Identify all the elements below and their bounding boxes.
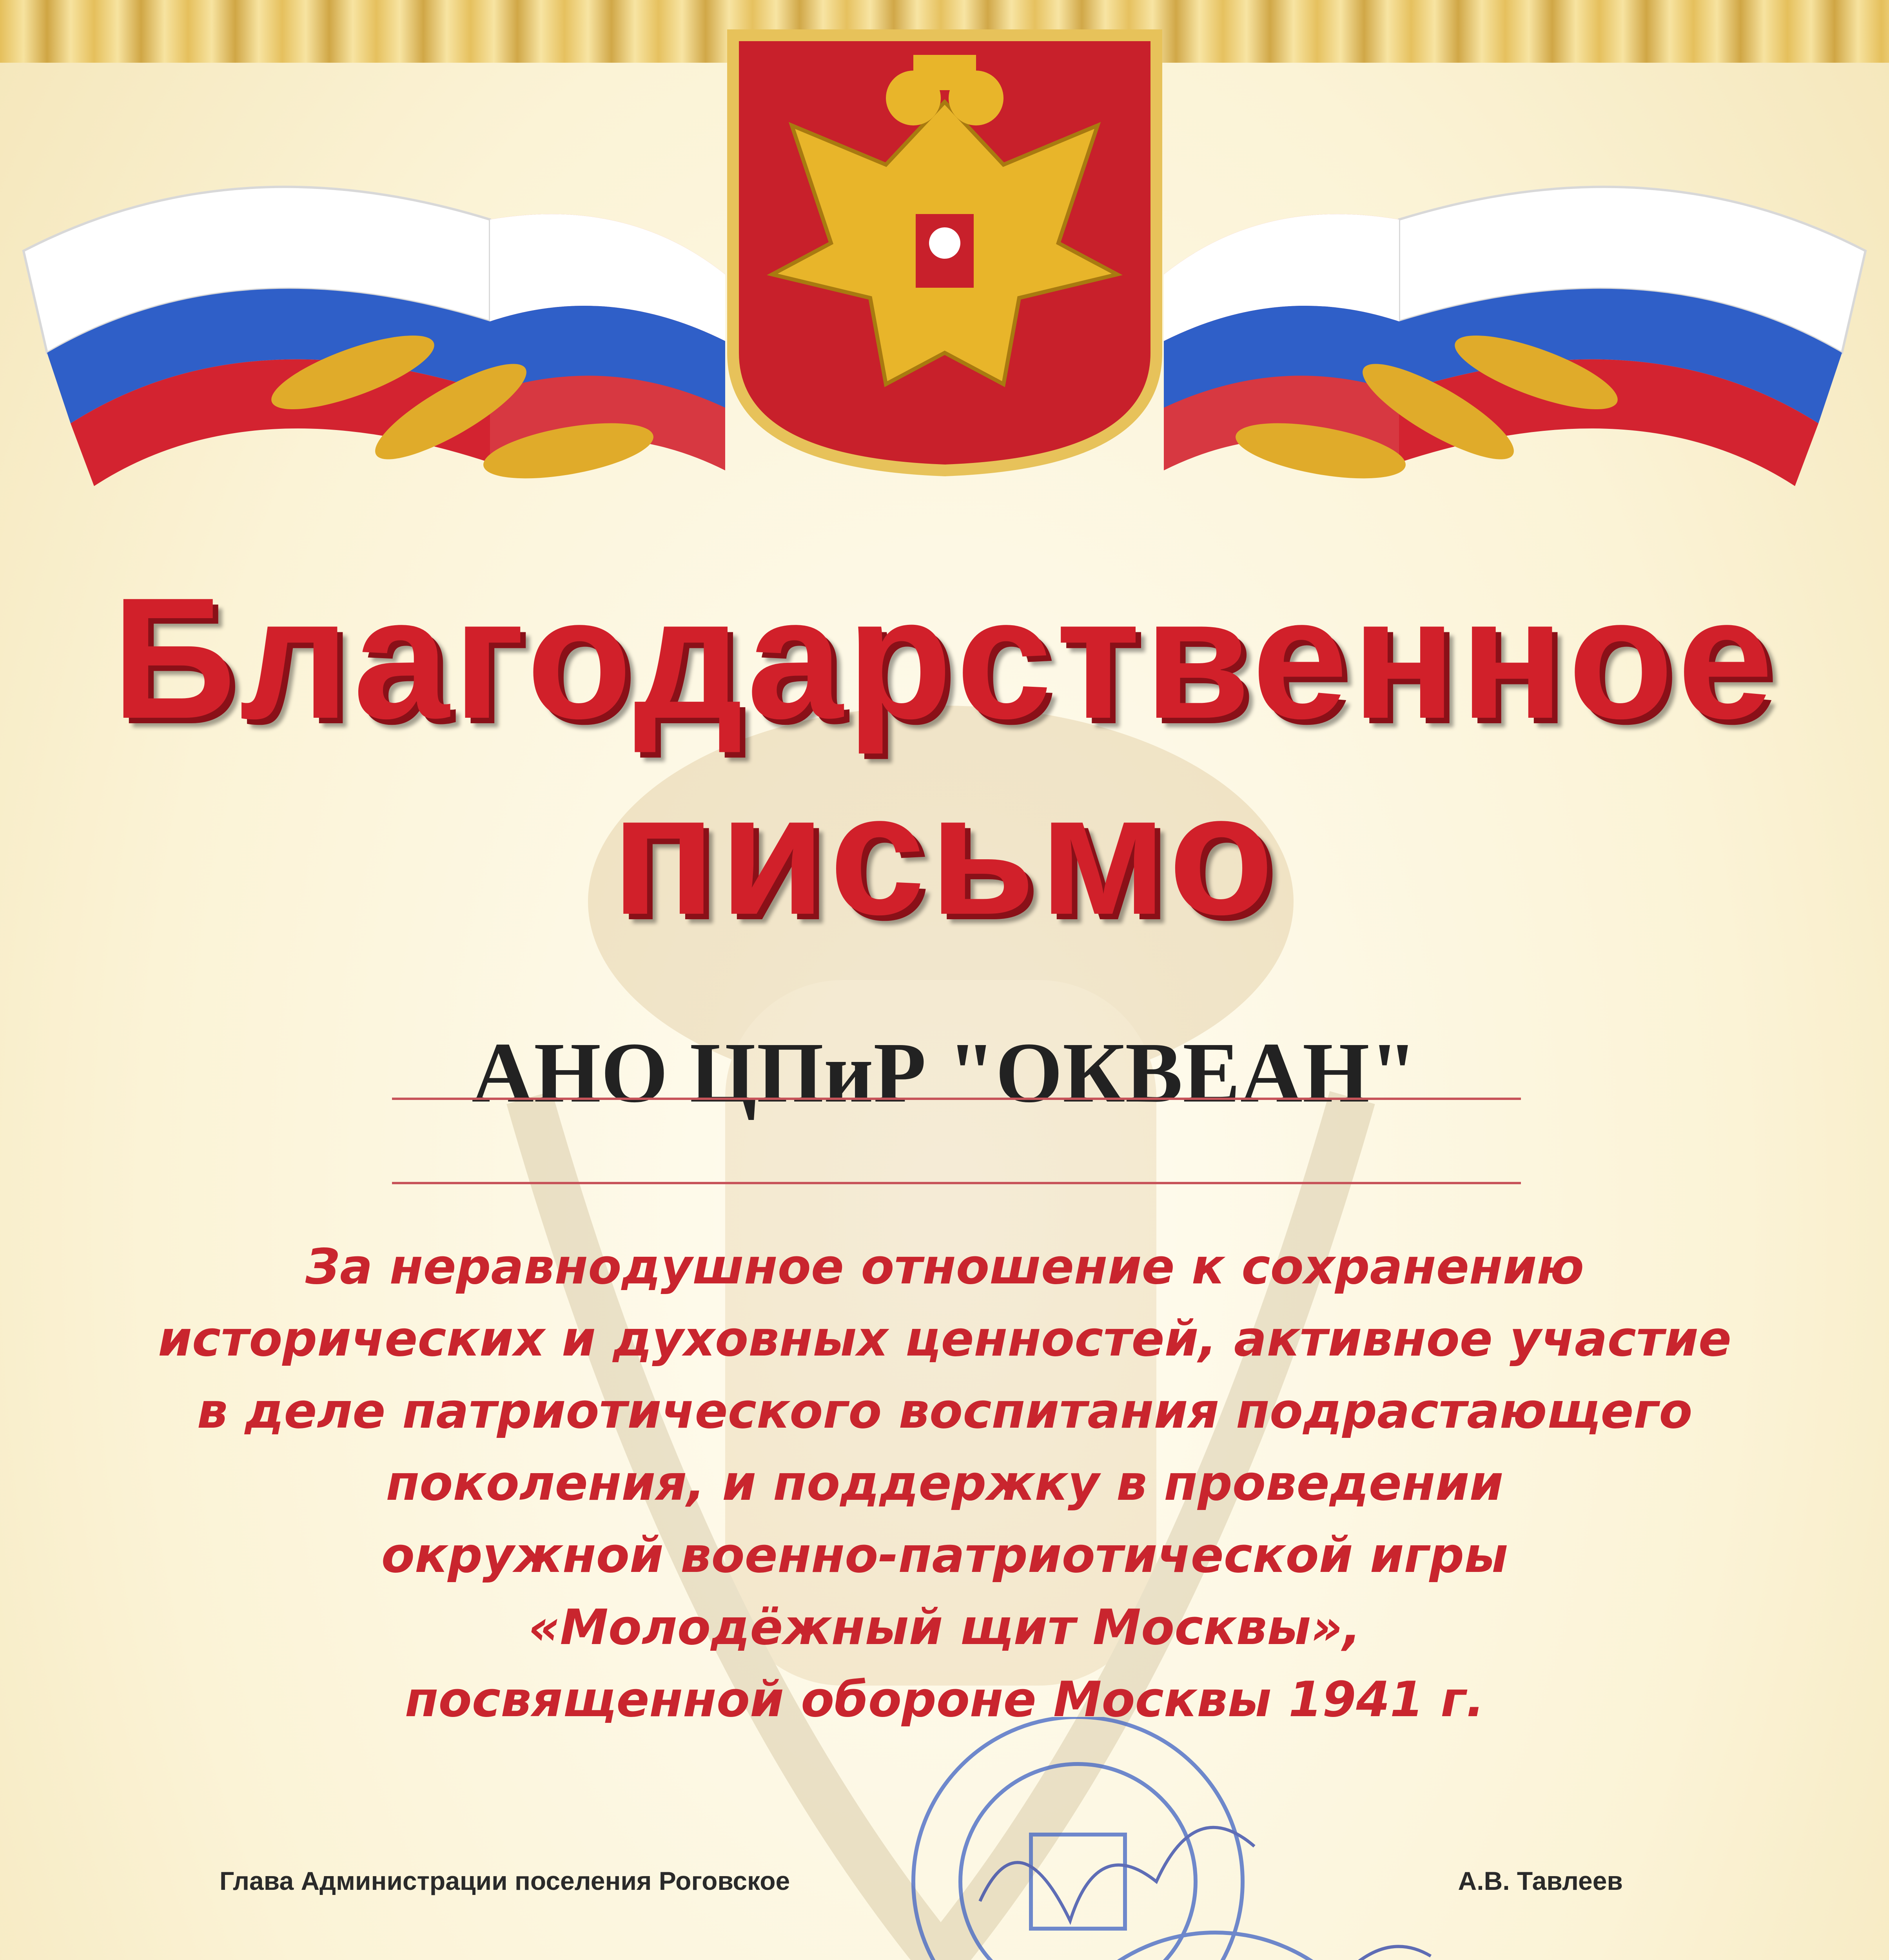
recipient-name: АНО ЦПиР "ОКВЕАН" (472, 1025, 1417, 1120)
body-line: «Молодёжный щит Москвы», (528, 1599, 1361, 1656)
body-line: посвященной обороне Москвы 1941 г. (405, 1671, 1485, 1728)
title-line-1: Благодарственное (112, 562, 1777, 755)
russian-coat-of-arms-icon (733, 35, 1156, 470)
signatory-name: А.В. Тавлеев (1458, 1866, 1623, 1895)
body-line: За неравнодушное отношение к сохранению (305, 1239, 1584, 1295)
body-line: окружной военно-патриотической игры (381, 1527, 1508, 1584)
body-line: в деле патриотического воспитания подрастающего (197, 1383, 1693, 1439)
recipient-underline-2 (392, 1182, 1521, 1184)
header-flag-and-coat-of-arms (0, 0, 1889, 510)
gratitude-text (149, 1231, 1740, 1736)
body-line: исторических и духовных ценностей, активное участие (158, 1311, 1731, 1367)
signature-row (220, 1866, 1623, 1913)
stamps-and-signatures (725, 1717, 1490, 1960)
title-line-2: письмо (611, 758, 1278, 951)
signatory-role: Глава Администрации поселения Роговское (220, 1866, 790, 1895)
body-line: поколения, и поддержку в проведении (386, 1455, 1504, 1512)
gvardiya-center-stamp-icon (1039, 1933, 1392, 1960)
recipient-underline-1 (392, 1098, 1521, 1100)
rogovskoe-administration-stamp-icon (913, 1717, 1243, 1960)
